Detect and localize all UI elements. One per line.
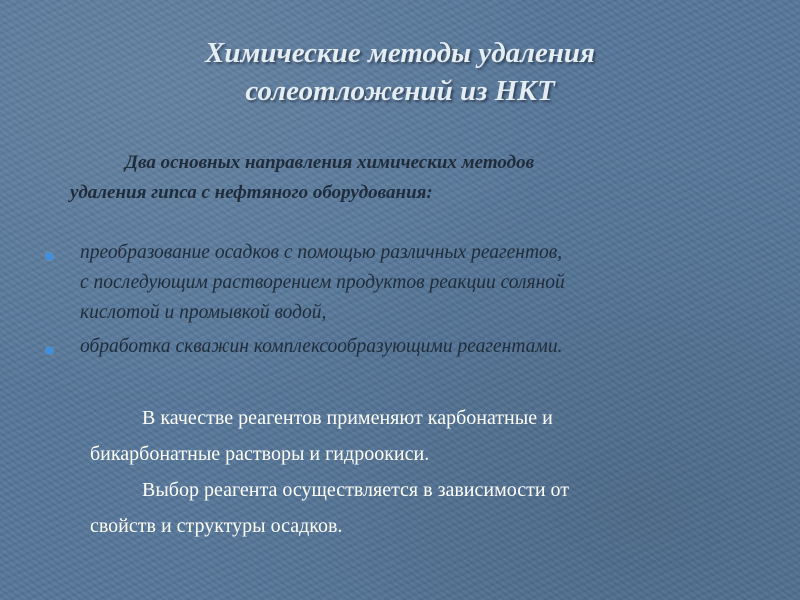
paragraph-line-1: Выбор реагента осуществляется в зависимости от bbox=[142, 479, 570, 501]
bullet-line: преобразование осадков с помощью различных реагентов, bbox=[80, 242, 563, 263]
square-bullet-icon bbox=[46, 347, 53, 354]
subtitle-line-2: удаления гипса с нефтяного оборудования: bbox=[70, 182, 433, 203]
bullet-list bbox=[46, 238, 766, 366]
paragraph-line-1: В качестве реагентов применяют карбонатные и bbox=[142, 407, 553, 429]
bullet-line: кислотой и промывкой водой, bbox=[80, 302, 327, 323]
paragraph-line-2: свойств и структуры осадков. bbox=[90, 515, 343, 537]
bullet-line: обработка скважин комплексообразующими реагентами. bbox=[80, 336, 563, 357]
bullet-item bbox=[46, 332, 766, 362]
slide-title bbox=[100, 34, 700, 110]
paragraph-reagents bbox=[90, 400, 750, 472]
square-bullet-icon bbox=[46, 253, 53, 260]
slide-title-line-1: Химические методы удаления bbox=[205, 37, 595, 69]
paragraph-selection bbox=[90, 472, 750, 544]
subtitle-line-1: Два основных направления химических методов bbox=[125, 152, 535, 173]
bullet-line: с последующим растворением продуктов реакции соляной bbox=[80, 272, 565, 293]
bullet-item bbox=[46, 238, 766, 328]
slide-subtitle bbox=[70, 148, 750, 208]
slide-title-line-2: солеотложений из НКТ bbox=[245, 75, 555, 107]
paragraph-line-2: бикарбонатные растворы и гидроокиси. bbox=[90, 443, 430, 465]
